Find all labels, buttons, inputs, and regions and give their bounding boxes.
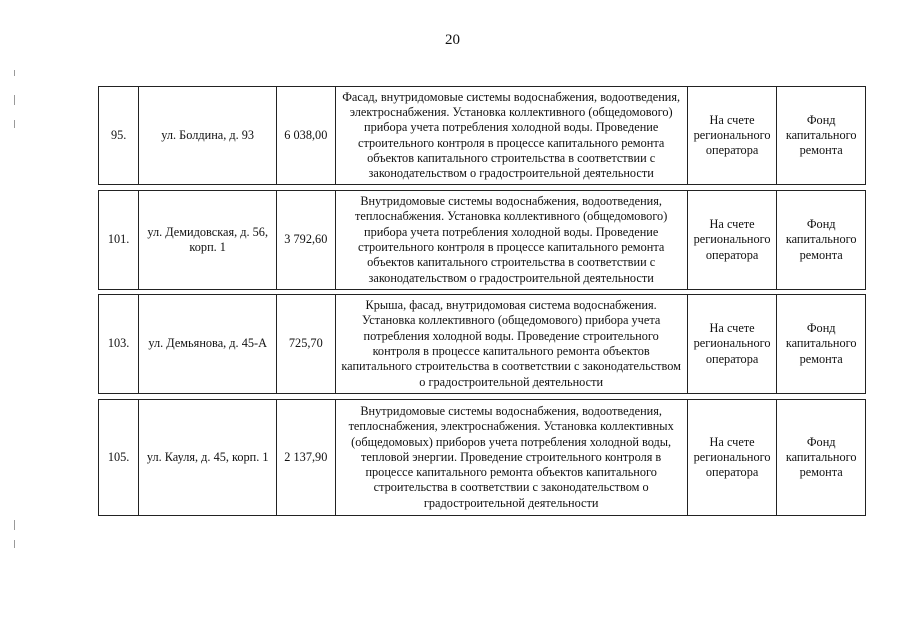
- row-number: 101.: [99, 191, 139, 290]
- row-funding-source: Фонд капитального ремонта: [777, 295, 866, 394]
- row-description: Фасад, внутридомовые системы водоснабжения, водоотведения, электроснабжения. Установка коллективного (общедомового) прибора учета потребления холодной воды. Проведение строительного контроля в процессе капитального ремонта объектов капитального строительства в соответствии с законодательством о градостроительной деятельности: [335, 87, 687, 185]
- row-number: 105.: [99, 400, 139, 516]
- row-executor: На счете регионального оператора: [687, 87, 777, 185]
- row-address: ул. Болдина, д. 93: [139, 87, 277, 185]
- row-description: Внутридомовые системы водоснабжения, водоотведения, теплоснабжения. Установка коллективного (общедомового) прибора учета потребления холодной воды. Проведение строительного контроля в процессе капитального ремонта объектов капитального строительства в соответствии с законодательством о градостроительной деятельности: [335, 191, 687, 290]
- row-number: 95.: [99, 87, 139, 185]
- table-row-block: [98, 294, 866, 394]
- scan-mark: [14, 70, 15, 76]
- row-address: ул. Кауля, д. 45, корп. 1: [139, 400, 277, 516]
- table-row: [99, 87, 866, 185]
- row-description: Внутридомовые системы водоснабжения, водоотведения, теплоснабжения, электроснабжения. Установка коллективных (общедомовых) приборов учета потребления холодной воды, тепловой энергии. Проведение строительного контроля в процессе капитального ремонта объектов капитального строительства в соответствии с законодательством о градостроительной деятельности: [335, 400, 687, 516]
- table-row-block: [98, 190, 866, 290]
- row-executor: На счете регионального оператора: [687, 295, 777, 394]
- row-funding-source: Фонд капитального ремонта: [777, 87, 866, 185]
- scan-mark: [14, 520, 15, 530]
- scan-mark: [14, 120, 15, 128]
- row-address: ул. Демидовская, д. 56, корп. 1: [139, 191, 277, 290]
- row-executor: На счете регионального оператора: [687, 400, 777, 516]
- table-row: [99, 400, 866, 516]
- row-cost: 6 038,00: [277, 87, 335, 185]
- row-description: Крыша, фасад, внутридомовая система водоснабжения. Установка коллективного (общедомового) прибора учета потребления холодной воды. Проведение строительного контроля в процессе капитального ремонта объектов капитального строительства в соответствии с законодательством о градостроительной деятельности: [335, 295, 687, 394]
- row-cost: 3 792,60: [277, 191, 335, 290]
- page-number: 20: [445, 32, 460, 48]
- row-cost: 725,70: [277, 295, 335, 394]
- row-executor: На счете регионального оператора: [687, 191, 777, 290]
- table-row-block: [98, 86, 866, 185]
- row-address: ул. Демьянова, д. 45-А: [139, 295, 277, 394]
- row-cost: 2 137,90: [277, 400, 335, 516]
- row-funding-source: Фонд капитального ремонта: [777, 400, 866, 516]
- scan-mark: [14, 540, 15, 548]
- scan-mark: [14, 95, 15, 105]
- table-row: [99, 191, 866, 290]
- row-number: 103.: [99, 295, 139, 394]
- row-funding-source: Фонд капитального ремонта: [777, 191, 866, 290]
- table-row-block: [98, 399, 866, 516]
- table-row: [99, 295, 866, 394]
